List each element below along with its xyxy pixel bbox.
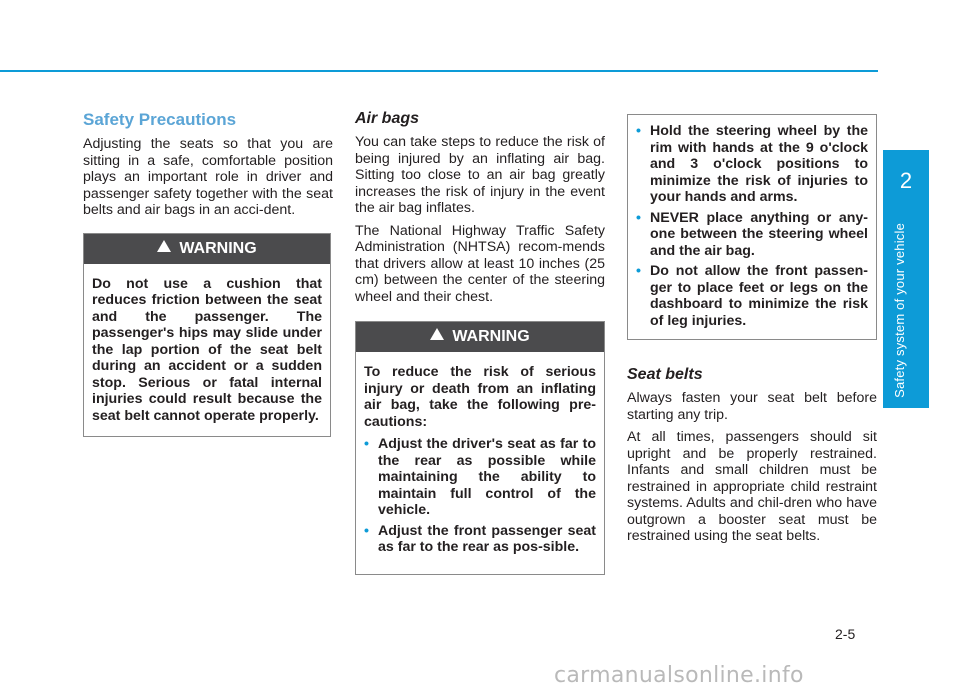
section-title: Air bags <box>355 110 420 127</box>
warning-text: Do not use a cushion that reduces friction between the seat and the passenger. The passenger's hips may slide under the lap portion of the seat belt during an accident or a sudden stop. Serious or fatal internal injuries could result because the seat belt cannot operate properly. <box>92 275 322 424</box>
column-air-bags <box>355 110 605 575</box>
bullet-text: NEVER place anything or any-one between the steering wheel and the air bag. <box>650 209 868 259</box>
warning-header <box>84 234 330 264</box>
column-seat-belts <box>627 114 877 551</box>
bullet-icon: • <box>364 436 369 452</box>
paragraph: You can take steps to reduce the risk of being injured by an inflating air bag. Sitting too close to an air bag greatly increases the risk of injury in the event the air bag inflates. <box>355 134 605 216</box>
warning-bullet-list <box>364 436 596 556</box>
chapter-title: Safety system of your vehicle <box>892 223 907 398</box>
list-item <box>636 210 868 260</box>
warning-box <box>83 233 331 438</box>
section-title: Seat belts <box>627 366 703 383</box>
paragraph: Always fasten your seat belt before starting any trip. <box>627 390 877 423</box>
chapter-number: 2 <box>899 168 913 193</box>
list-item <box>636 263 868 329</box>
warning-intro: To reduce the risk of serious injury or death from an inflating air bag, take the following pre-cautions: <box>364 364 596 430</box>
paragraph: At all times, passengers should sit upright and be properly restrained. Infants and small children must be restrained in appropriate child restraint systems. Adults and chil-dren who have outgrown a booster seat must be restrained using the seat belts. <box>627 429 877 544</box>
bullet-icon: • <box>636 209 641 226</box>
bullet-icon: • <box>364 522 369 539</box>
bullet-text: Do not allow the front passen-ger to place feet or legs on the dashboard to minimize the risk of leg injuries. <box>650 263 868 329</box>
continuation-bullet-list <box>636 123 868 329</box>
section-title: Safety Precautions <box>83 110 237 129</box>
warning-continuation-box <box>627 114 877 340</box>
bullet-icon: • <box>636 263 641 279</box>
list-item <box>636 123 868 206</box>
bullet-text: Hold the steering wheel by the rim with hands at the 9 o'clock and 3 o'clock positions to minimize the risk of injuries to your hands and arms. <box>650 123 868 205</box>
page-number: 2-5 <box>835 626 856 642</box>
warning-box <box>355 321 605 575</box>
intro-paragraph: Adjusting the seats so that you are sitting in a safe, comfortable position plays an important role in driver and passenger safety together with the seat belts and air bags in an acci-dent. <box>83 136 333 218</box>
header-rule <box>0 70 878 72</box>
watermark: carmanualsonline.info <box>554 663 804 688</box>
warning-header <box>356 322 604 352</box>
warning-label: WARNING <box>452 328 530 345</box>
bullet-text: Adjust the front passenger seat as far to the rear as pos-sible. <box>378 522 596 555</box>
warning-triangle-icon <box>157 240 171 252</box>
column-safety-precautions <box>83 110 333 437</box>
bullet-icon: • <box>636 123 641 139</box>
list-item <box>364 523 596 556</box>
paragraph: The National Highway Traffic Safety Administration (NHTSA) recom-mends that drivers allow at least 10 inches (25 cm) between the center of the steering wheel and their chest. <box>355 222 605 305</box>
list-item <box>364 436 596 519</box>
warning-label: WARNING <box>179 239 257 257</box>
chapter-tab[interactable] <box>883 150 929 408</box>
warning-content <box>356 352 604 574</box>
bullet-text: Adjust the driver's seat as far to the rear as possible while maintaining the ability to maintain full control of the vehicle. <box>378 436 596 518</box>
warning-triangle-icon <box>430 328 444 340</box>
